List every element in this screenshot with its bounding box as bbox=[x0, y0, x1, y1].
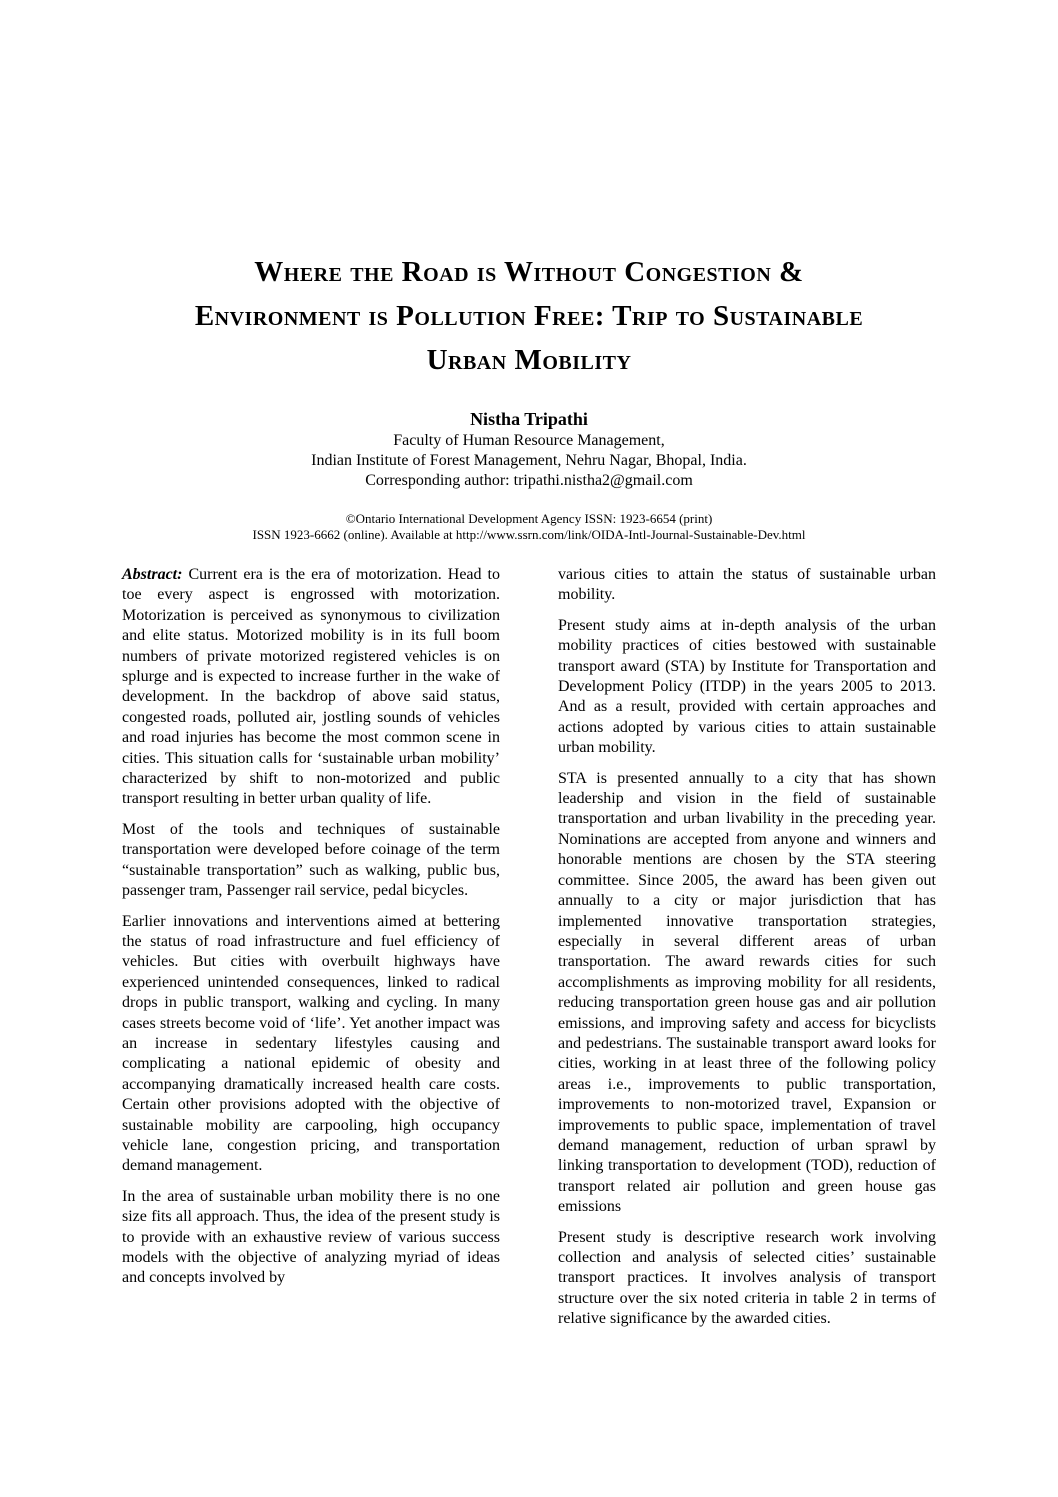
left-column bbox=[122, 565, 500, 1340]
body-paragraph-right-2: Present study aims at in-depth analysis of the urban mobility practices of cities bestowed with sustainable transport award (STA) by Institute for Transportation and Development Policy (ITDP) in the years 2005 to 2013. And as a result, provided with certain approaches and actions adopted by various cities to attain sustainable urban mobility. bbox=[558, 616, 936, 757]
body-paragraph-left-4: In the area of sustainable urban mobility there is no one size fits all approach. Thus, the idea of the present study is to provide with an exhaustive review of various success models with the objective of analyzing myriad of ideas and concepts involved by bbox=[122, 1187, 500, 1287]
paper-title-line-2: Environment is Pollution Free: Trip to Sustainable bbox=[194, 300, 864, 332]
author-block bbox=[0, 408, 1058, 491]
corresponding-author-email: Corresponding author: tripathi.nistha2@gmail.com bbox=[365, 472, 693, 489]
copyright-issn-print: ©Ontario International Development Agency ISSN: 1923-6654 (print) bbox=[345, 511, 713, 526]
body-paragraph-right-4: Present study is descriptive research work involving collection and analysis of selected cities’ sustainable transport practices. It involves analysis of transport structure over the six noted criteria in table 2 in terms of relative significance by the awarded cities. bbox=[558, 1228, 936, 1328]
body-columns bbox=[122, 565, 936, 1340]
body-paragraph-right-1: various cities to attain the status of sustainable urban mobility. bbox=[558, 566, 936, 604]
right-column bbox=[558, 565, 936, 1340]
author-affiliation-department: Faculty of Human Resource Management, bbox=[393, 432, 665, 449]
abstract-text: Current era is the era of motorization. Head to toe every aspect is engrossed with motorization. Motorization is perceived as synonymous to civilization and elite status. Motorized mobility is in its full boom numbers of private motorized registered vehicles is on splurge and is expected to increase further in the wake of development. In the backdrop of above said status, congested roads, polluted air, jostling sounds of vehicles and road injuries has become the most common scene in cities. This situation calls for ‘sustainable urban mobility’ characterized by shift to non-motorized and public transport resulting in better urban quality of life. bbox=[122, 566, 500, 808]
copyright-block bbox=[0, 511, 1058, 543]
author-name: Nistha Tripathi bbox=[470, 409, 588, 429]
body-paragraph-left-3: Earlier innovations and interventions aimed at bettering the status of road infrastructure and fuel efficiency of vehicles. But cities with overbuilt highways have experienced unintended consequences, linked to radical drops in public transport, walking and cycling. In many cases streets become void of ‘life’. Yet another impact was an increase in sedentary lifestyles causing and complicating a national epidemic of obesity and accompanying dramatically increased health care costs. Certain other provisions adopted with the objective of sustainable mobility are carpooling, high occupancy vehicle lane, congestion pricing, and transportation demand management. bbox=[122, 912, 500, 1175]
body-paragraph-left-2: Most of the tools and techniques of sustainable transportation were developed before coinage of the term “sustainable transportation” such as walking, public bus, passenger tram, Passenger rail service, pedal bicycles. bbox=[122, 820, 500, 900]
abstract-paragraph bbox=[122, 565, 500, 810]
author-affiliation-institute: Indian Institute of Forest Management, Nehru Nagar, Bhopal, India. bbox=[311, 452, 747, 469]
abstract-label: Abstract: bbox=[122, 566, 183, 583]
paper-title-line-3: Urban Mobility bbox=[426, 344, 632, 376]
paper-title bbox=[119, 0, 939, 382]
body-paragraph-right-3: STA is presented annually to a city that has shown leadership and vision in the field of sustainable transportation and urban livability in the preceding year. Nominations are accepted from anyone and winners and honorable mentions are chosen by the STA steering committee. Since 2005, the award has been given out annually to a city or major jurisdiction that has implemented innovative transportation strategies, especially in several different areas of urban transportation. The award rewards cities for such accomplishments as improving mobility for all residents, reducing transportation green house gas and air pollution emissions, and improving safety and access for bicyclists and pedestrians. The sustainable transport award looks for cities, working in at least three of the following policy areas i.e., improvements to public transportation, improvements to non-motorized travel, Expansion or improvements to public space, implementation of travel demand management, reduction of urban sprawl by linking transportation to development (TOD), reduction of transport related air pollution and green house gas emissions bbox=[558, 769, 936, 1216]
paper-title-line-1: Where the Road is Without Congestion & bbox=[254, 256, 804, 288]
copyright-issn-online-url: ISSN 1923-6662 (online). Available at http://www.ssrn.com/link/OIDA-Intl-Journal-Sustainable-Dev.html bbox=[252, 527, 806, 542]
